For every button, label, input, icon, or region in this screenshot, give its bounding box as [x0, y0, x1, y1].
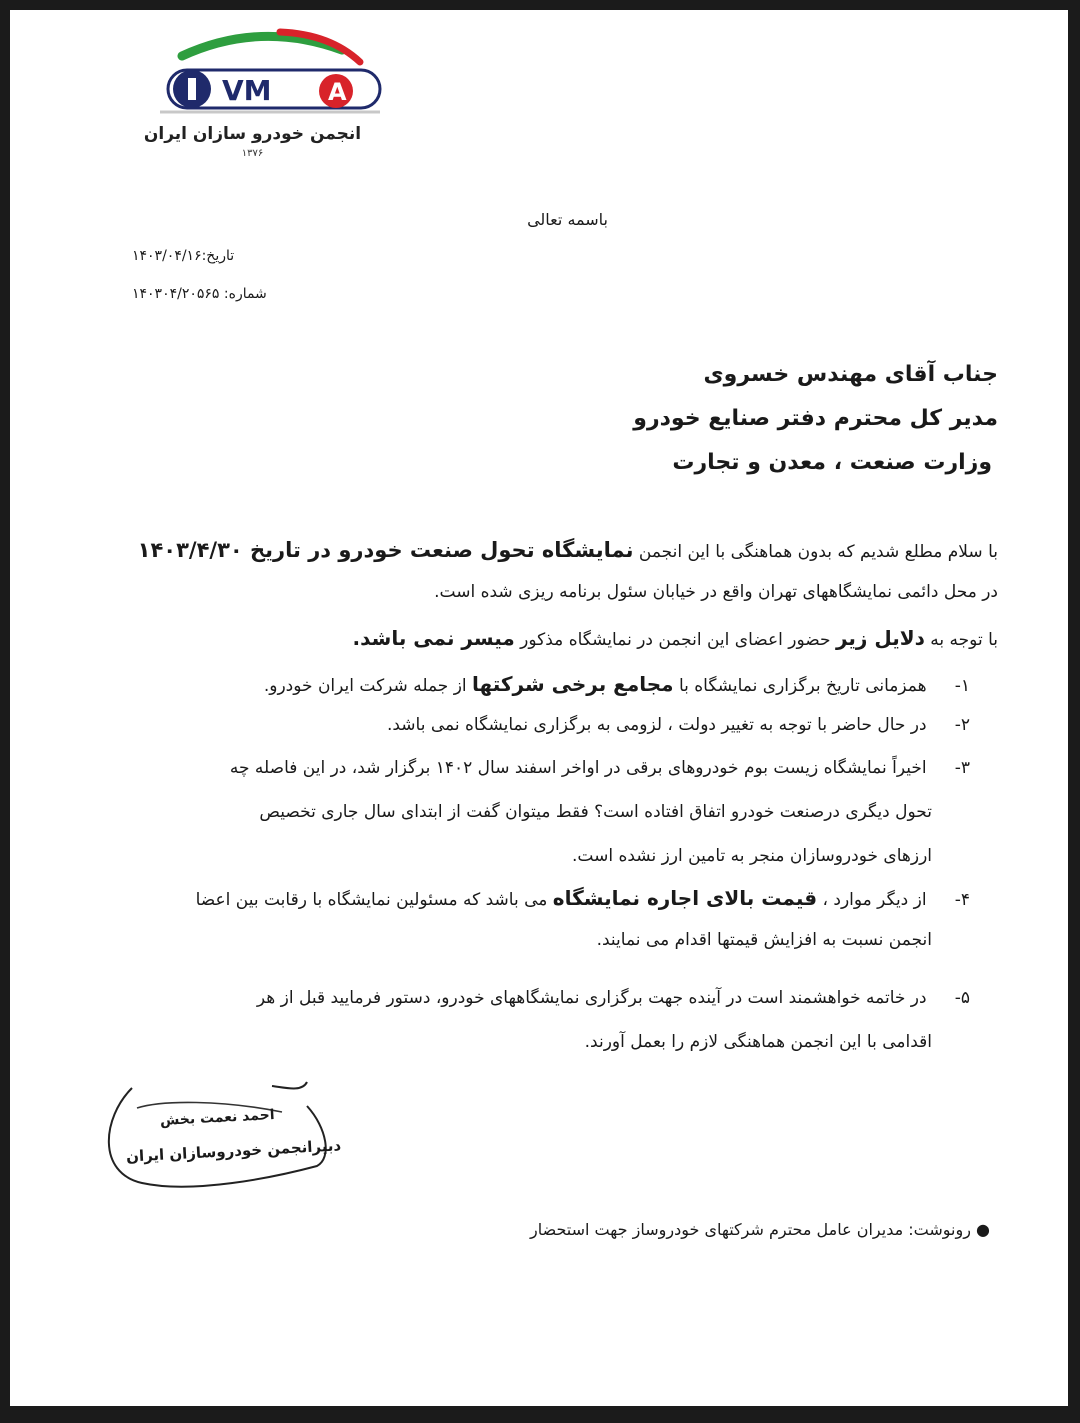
body-line — [138, 538, 998, 562]
signatory-name: احمد نعمت بخش — [159, 1107, 275, 1129]
item-text: اخیراً نمایشگاه زیست بوم خودروهای برقی در اواخر اسفند سال ۱۴۰۲ برگزار شد، در این فاصله چه — [229, 758, 927, 778]
item-text: در حال حاضر با توجه به تغییر دولت ، لزومی به برگزاری نمایشگاه نمی باشد. — [386, 715, 927, 735]
ivma-logo-mark — [130, 22, 390, 122]
item-number: ۵- — [954, 988, 970, 1008]
item-bold: قیمت بالای اجاره نمایشگاه — [552, 886, 818, 910]
letter-page — [10, 10, 1068, 1406]
list-item — [196, 886, 970, 910]
body-bold: نمایشگاه تحول صنعت خودرو در تاریخ ۱۴۰۳/۴/۳۰ — [137, 538, 634, 562]
body-bold: دلایل زیر — [835, 626, 925, 650]
ivma-logo — [130, 22, 390, 172]
body-line — [353, 626, 999, 650]
list-item-continuation: انجمن نسبت به افزایش قیمتها اقدام می نمایند. — [596, 930, 932, 950]
cc-text: رونوشت: مدیران عامل محترم شرکتهای خودروساز جهت استحضار — [529, 1220, 971, 1239]
bullet-icon: ● — [976, 1220, 990, 1239]
addressee-line: مدیر کل محترم دفتر صنایع خودرو — [633, 406, 998, 431]
addressee-line: جناب آقای مهندس خسروی — [703, 362, 998, 387]
item-text: از دیگر موارد ، — [822, 890, 927, 910]
svg-text:A: A — [328, 78, 347, 106]
item-text: از جمله شرکت ایران خودرو. — [263, 676, 467, 696]
item-number: ۱- — [954, 676, 970, 696]
body-text: حضور اعضای این انجمن در نمایشگاه مذکور — [520, 630, 831, 650]
item-text: می باشد که مسئولین نمایشگاه با رقابت بین اعضا — [195, 890, 548, 910]
svg-text:VM: VM — [222, 74, 272, 107]
body-text: با توجه به — [930, 630, 998, 650]
body-text: با سلام مطلع شدیم که بدون هماهنگی با این انجمن — [638, 542, 998, 562]
list-item — [387, 715, 970, 735]
list-item — [230, 758, 970, 778]
item-number: ۲- — [954, 715, 970, 735]
carbon-copy-note — [530, 1220, 990, 1239]
list-item-continuation: ارزهای خودروسازان منجر به تامین ارز نشده است. — [572, 846, 932, 866]
item-bold: مجامع برخی شرکتها — [472, 672, 674, 696]
body-line: در محل دائمی نمایشگاههای تهران واقع در خیابان سئول برنامه ریزی شده است. — [434, 582, 998, 602]
item-number: ۴- — [954, 890, 970, 910]
basmala: باسمه تعالی — [527, 210, 608, 229]
item-text: همزمانی تاریخ برگزاری نمایشگاه با — [678, 676, 927, 696]
item-text: در خاتمه خواهشمند است در آینده جهت برگزاری نمایشگاههای خودرو، دستور فرمایید قبل از هر — [256, 988, 927, 1008]
list-item-continuation: اقدامی با این انجمن هماهنگی لازم را بعمل آورند. — [584, 1032, 932, 1052]
item-number: ۳- — [954, 758, 970, 778]
list-item-continuation: تحول دیگری درصنعت خودرو اتفاق افتاده است؟ فقط میتوان گفت از ابتدای سال جاری تخصیص — [259, 802, 932, 822]
body-bold: میسر نمی باشد. — [352, 626, 515, 650]
logo-name: انجمن خودرو سازان ایران — [143, 124, 362, 144]
addressee-line: وزارت صنعت ، معدن و تجارت — [672, 450, 992, 475]
list-item — [264, 672, 970, 696]
letter-number: شماره: ۱۴۰۳۰۴/۲۰۵۶۵ — [132, 286, 267, 302]
logo-year: ۱۳۷۶ — [241, 148, 264, 159]
signatory-title: دبیرانجمن خودروسازان ایران — [125, 1136, 342, 1166]
list-item — [257, 988, 970, 1008]
letter-date: تاریخ:۱۴۰۳/۰۴/۱۶ — [132, 248, 235, 264]
